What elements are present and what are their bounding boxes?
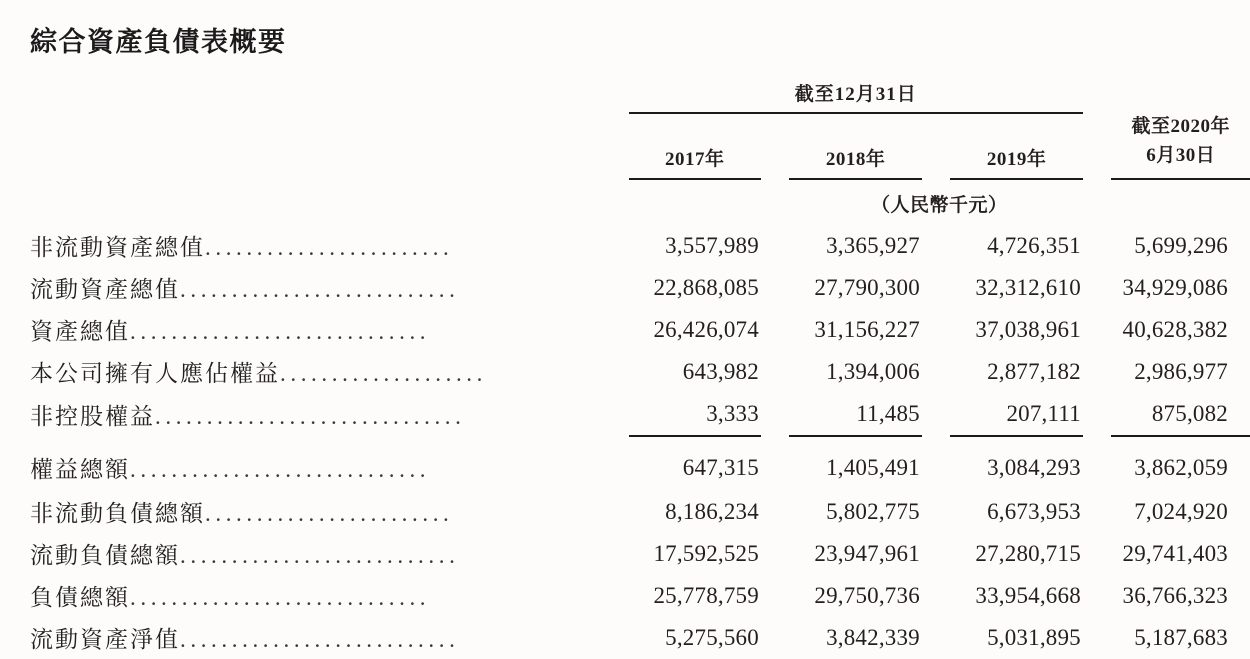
value-2017: 643,982	[682, 358, 759, 384]
row-label-cell	[0, 436, 629, 491]
row-label-inner	[0, 621, 617, 654]
row-label-cell	[0, 575, 629, 617]
row-label-cell	[0, 309, 629, 351]
column-gap	[922, 351, 951, 393]
column-gap	[761, 436, 790, 491]
column-gap	[1083, 309, 1112, 351]
header-span-label-12-31: 截至12月31日	[629, 78, 1083, 113]
value-2019: 5,031,895	[987, 624, 1081, 650]
value-2020-06-30: 875,082	[1111, 393, 1250, 436]
value-2018: 27,790,300	[814, 274, 920, 300]
column-gap	[761, 491, 790, 533]
row-label-text: 非控股權益	[30, 403, 155, 429]
value-2020-06-30: 36,766,323	[1122, 582, 1228, 608]
header-year-corner-cell	[0, 113, 629, 179]
column-gap	[1083, 617, 1112, 659]
currency-unit-label: （人民幣千元）	[871, 194, 1008, 216]
value-2018: 5,802,775	[826, 498, 920, 524]
row-leader-dots: ..............................	[155, 403, 466, 429]
column-gap	[922, 267, 951, 309]
header-unit-row	[0, 179, 1250, 225]
column-header-2020-06-30	[1111, 113, 1250, 179]
table-row	[0, 351, 1250, 393]
table-row	[0, 393, 1250, 436]
column-gap	[1083, 225, 1112, 267]
row-label-text: 本公司擁有人應佔權益	[30, 361, 280, 387]
table-row	[0, 575, 1250, 617]
value-2019: 33,954,668	[975, 582, 1081, 608]
row-label-cell	[0, 393, 629, 436]
value-2017: 25,778,759	[653, 582, 759, 608]
value-2017: 3,333	[629, 393, 761, 436]
row-label-cell	[0, 533, 629, 575]
header-gap-2	[922, 113, 951, 179]
row-label-inner	[0, 579, 617, 612]
value-2017: 3,557,989	[665, 232, 759, 258]
column-gap	[922, 533, 951, 575]
row-leader-dots: ....................	[280, 361, 487, 387]
value-2020-06-30: 29,741,403	[1122, 540, 1228, 566]
value-2017: 17,592,525	[653, 540, 759, 566]
column-gap	[761, 309, 790, 351]
column-gap	[922, 491, 951, 533]
row-label-inner	[0, 355, 617, 388]
row-label-inner	[0, 537, 617, 570]
value-2020-06-30: 7,024,920	[1134, 498, 1228, 524]
row-label-inner	[0, 495, 617, 528]
value-2020-06-30: 2,986,977	[1134, 358, 1228, 384]
column-gap	[1083, 491, 1112, 533]
header-gap-3	[1083, 113, 1112, 179]
value-2019: 27,280,715	[975, 540, 1081, 566]
value-2020-06-30: 34,929,086	[1122, 274, 1228, 300]
unit-corner-cell	[0, 179, 629, 225]
row-leader-dots: .............................	[130, 456, 431, 482]
row-label-text: 資產總值	[30, 319, 130, 345]
row-label-inner	[0, 271, 617, 304]
value-2017: 26,426,074	[653, 316, 759, 342]
column-gap	[922, 225, 951, 267]
column-gap	[761, 617, 790, 659]
value-2020-06-30: 40,628,382	[1122, 316, 1228, 342]
column-gap	[922, 617, 951, 659]
row-leader-dots: ...........................	[180, 627, 460, 653]
table-row	[0, 533, 1250, 575]
row-label-cell	[0, 617, 629, 659]
value-2018: 1,394,006	[826, 358, 920, 384]
table-row	[0, 309, 1250, 351]
value-2019: 32,312,610	[975, 274, 1081, 300]
header-gap-1	[761, 113, 790, 179]
value-2017: 5,275,560	[665, 624, 759, 650]
value-2017: 8,186,234	[665, 498, 759, 524]
column-gap	[1083, 393, 1112, 436]
column-gap	[761, 393, 790, 436]
header-2020-span-placeholder	[1111, 78, 1250, 113]
row-leader-dots: .............................	[130, 585, 431, 611]
value-2018: 11,485	[789, 393, 921, 436]
row-label-text: 非流動負債總額	[30, 501, 205, 527]
value-2018: 3,842,339	[826, 624, 920, 650]
value-2017: 647,315	[682, 454, 759, 480]
column-gap	[761, 575, 790, 617]
row-label-text: 流動資產淨值	[30, 627, 180, 653]
table-row	[0, 617, 1250, 659]
value-2018: 1,405,491	[826, 454, 920, 480]
row-label-cell	[0, 351, 629, 393]
value-2019: 37,038,961	[975, 316, 1081, 342]
value-2019: 2,877,182	[987, 358, 1081, 384]
column-gap	[922, 309, 951, 351]
column-gap	[1083, 533, 1112, 575]
row-label-text: 權益總額	[30, 456, 130, 482]
column-gap	[761, 351, 790, 393]
row-label-cell	[0, 267, 629, 309]
column-header-2020-line1: 截至2020年	[1131, 116, 1230, 137]
table-row	[0, 225, 1250, 267]
column-header-2020-line2: 6月30日	[1146, 144, 1216, 166]
column-gap	[1083, 575, 1112, 617]
column-gap	[1083, 436, 1112, 491]
row-leader-dots: ...........................	[180, 543, 460, 569]
row-label-inner	[0, 229, 617, 262]
value-2020-06-30: 5,187,683	[1134, 624, 1228, 650]
header-corner-cell	[0, 78, 629, 113]
header-year-row	[0, 113, 1250, 179]
balance-sheet-table-wrapper	[0, 78, 1250, 659]
value-2020-06-30: 3,862,059	[1134, 454, 1228, 480]
row-label-inner	[0, 451, 617, 484]
value-2018: 3,365,927	[826, 232, 920, 258]
column-gap	[1083, 267, 1112, 309]
column-gap	[1083, 351, 1112, 393]
header-gap-cell	[1083, 78, 1112, 113]
column-gap	[761, 267, 790, 309]
value-2018: 31,156,227	[814, 316, 920, 342]
column-header-2019: 2019年	[950, 113, 1082, 179]
value-2017: 22,868,085	[653, 274, 759, 300]
table-row	[0, 436, 1250, 491]
row-label-cell	[0, 491, 629, 533]
row-label-inner	[0, 313, 617, 346]
column-header-2017: 2017年	[629, 113, 761, 179]
row-label-text: 流動負債總額	[30, 543, 180, 569]
value-2019: 207,111	[950, 393, 1082, 436]
table-header	[0, 78, 1250, 225]
row-label-text: 負債總額	[30, 585, 130, 611]
column-header-2018: 2018年	[789, 113, 921, 179]
table-row	[0, 491, 1250, 533]
row-leader-dots: .............................	[130, 319, 431, 345]
column-gap	[922, 575, 951, 617]
column-gap	[922, 393, 951, 436]
column-gap	[761, 225, 790, 267]
balance-sheet-table	[0, 78, 1250, 659]
value-2019: 4,726,351	[987, 232, 1081, 258]
value-2019: 3,084,293	[987, 454, 1081, 480]
value-2018: 29,750,736	[814, 582, 920, 608]
page-title: 綜合資產負債表概要	[30, 27, 287, 57]
header-span-row	[0, 78, 1250, 113]
row-leader-dots: ........................	[205, 235, 454, 261]
value-2018: 23,947,961	[814, 540, 920, 566]
row-label-inner	[0, 398, 617, 431]
column-gap	[761, 533, 790, 575]
row-label-text: 流動資產總值	[30, 277, 180, 303]
row-leader-dots: ...........................	[180, 277, 460, 303]
value-2020-06-30: 5,699,296	[1134, 232, 1228, 258]
value-2019: 6,673,953	[987, 498, 1081, 524]
row-label-cell	[0, 225, 629, 267]
row-leader-dots: ........................	[205, 501, 454, 527]
table-row	[0, 267, 1250, 309]
row-label-text: 非流動資產總值	[30, 235, 205, 261]
table-body	[0, 225, 1250, 659]
column-gap	[922, 436, 951, 491]
